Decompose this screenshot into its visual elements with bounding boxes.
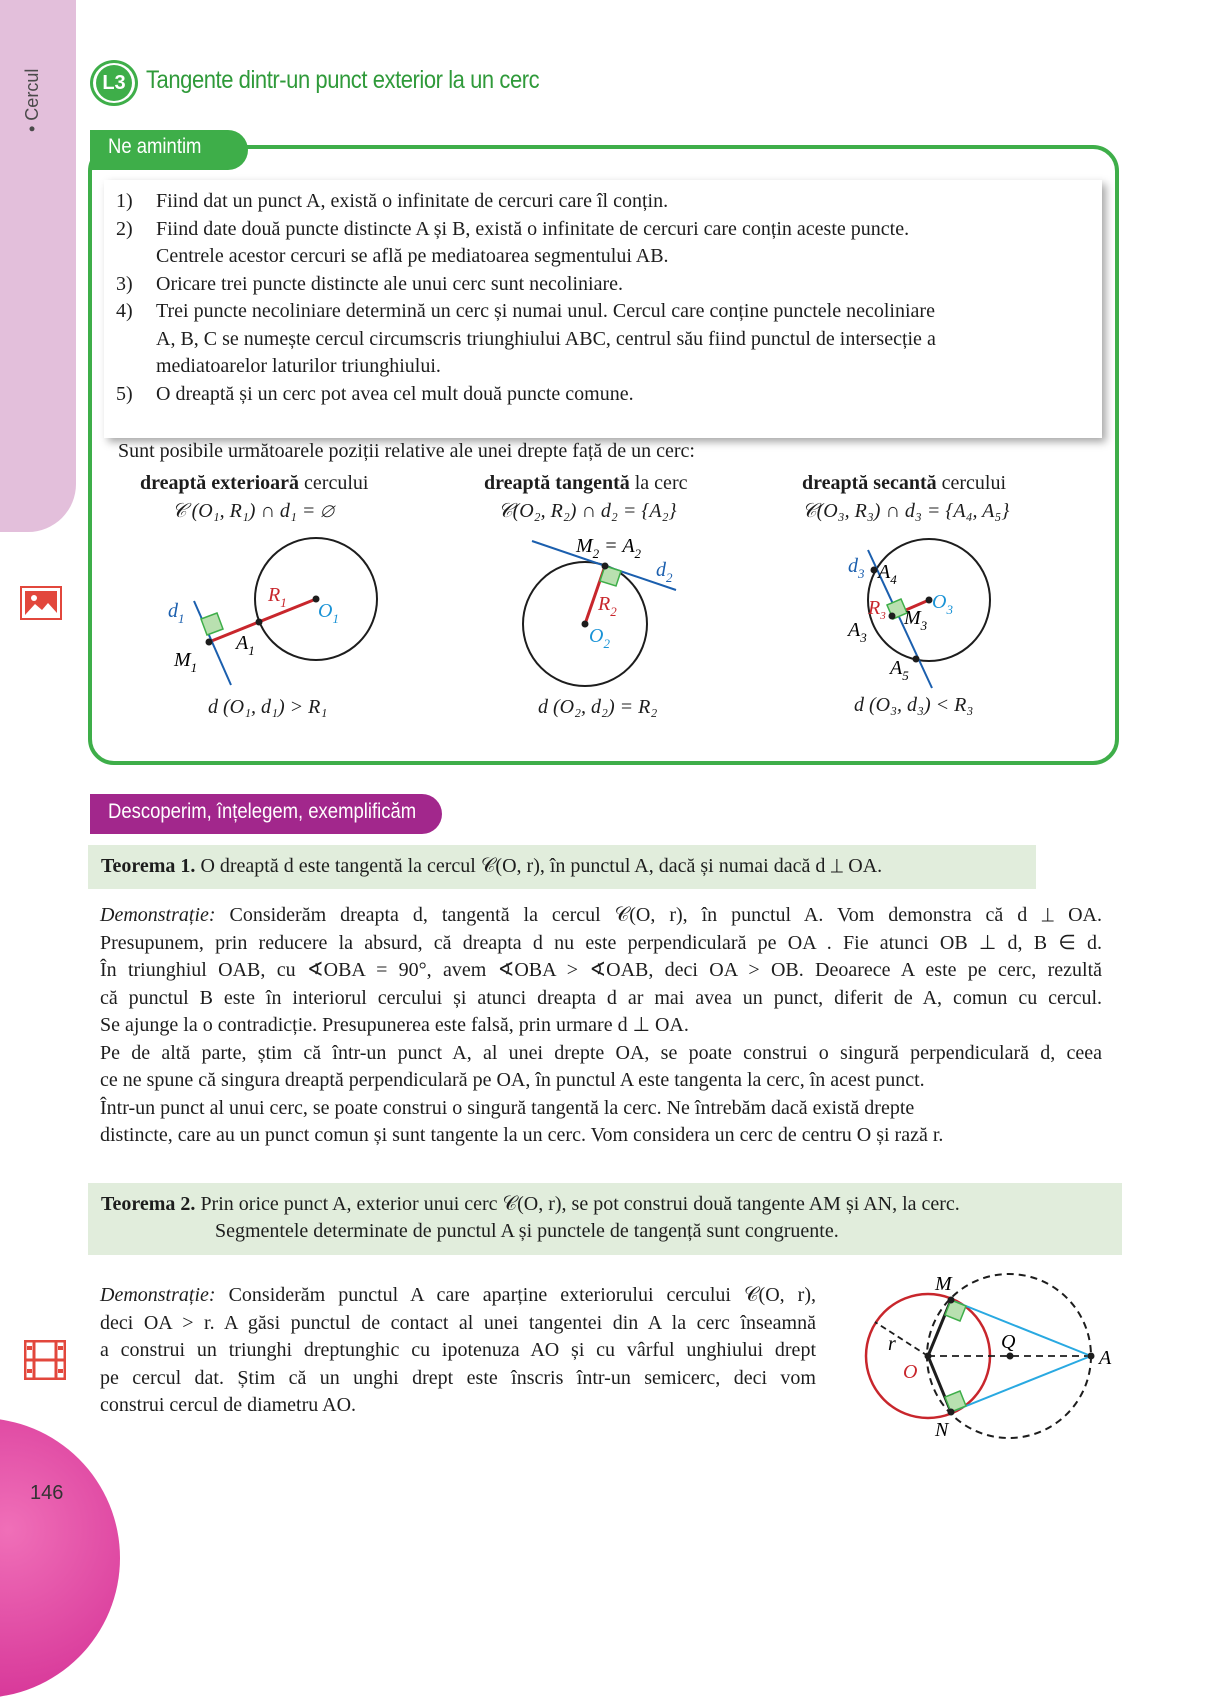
case-secant-title: dreaptă secantă cercului (802, 472, 1007, 494)
page-corner-decoration (0, 1418, 120, 1698)
proof1-line: Presupunem, prin reducere la absurd, că dreapta d nu este perpendiculară pe OA . Fie atunci OB ⊥ d, B ∈ d. (100, 931, 1102, 954)
recall-item (116, 188, 1086, 216)
recall-item-text: Centrele acestor cercuri se află pe mediatoarea segmentului AB. (156, 245, 669, 267)
label-o2: $O_2$ (589, 625, 610, 651)
case-exterior-result: d (O₁, d₁) > R₁ (208, 696, 328, 718)
label-a: A (1099, 1347, 1112, 1369)
proof2-line: pe cercul dat. Știm că un unghi drept este înscris într-un semicerc, deci vom (100, 1366, 816, 1389)
proof2-paragraph (100, 1282, 816, 1420)
proof1-line: Pe de altă parte, știm că într-un punct A, al unei drepte OA, se poate construi o singură perpendiculară d, ceea (100, 1041, 1102, 1064)
case-secant-result: d (O₃, d₃) < R₃ (854, 694, 974, 716)
proof2-line: a construi un triunghi dreptunghic cu ipotenuza AO și cu vârful unghiului drept (100, 1339, 816, 1361)
theorem2-line1: Teorema 2. Prin orice punct A, exterior unui cerc 𝒞(O, r), se pot construi două tangente AM și AN, la cerc. (101, 1193, 960, 1215)
line-d1 (194, 601, 231, 685)
label-r2: $R_2$ (598, 593, 617, 619)
label-d3: $d_3$ (848, 555, 865, 581)
case-tangent-title: dreaptă tangentă la cerc (484, 472, 688, 494)
proof2-line: Demonstrație: Considerăm punctul A care aparține exteriorului cercului 𝒞(O, r), (100, 1284, 816, 1306)
discover-tab-label: Descoperim, înțelegem, exemplificăm (108, 800, 417, 823)
label-m3: $M_3$ (904, 607, 928, 633)
case-tangent-formula: 𝒞(O₂, R₂) ∩ d₂ = {A₂} (498, 500, 677, 522)
recall-item-text: Fiind dat un punct A, există o infinitate de cercuri care îl conțin. (156, 190, 669, 212)
label-r3: $R_3$ (868, 597, 886, 622)
label-m1: $M_1$ (174, 649, 198, 675)
recall-item (116, 298, 1086, 381)
proof2-line: deci OA > r. A găsi punctul de contact al unei tangentei din A la cerc înseamnă (100, 1311, 816, 1334)
case-secant-formula: 𝒞(O₃, R₃) ∩ d₃ = {A₄, A₅} (802, 500, 1010, 522)
label-d2: $d_2$ (656, 559, 673, 585)
label-a3: $A_3$ (848, 619, 867, 645)
recall-item (116, 216, 1086, 271)
proof1-line: În triunghiul OAB, cu ∢OBA = 90°, avem ∢OBA > ∢OAB, deci OA > OB. Deoarece A este pe cerc, rezultă (100, 959, 1102, 981)
label-r: r (888, 1333, 896, 1355)
recall-item (116, 271, 1086, 299)
page-number: 146 (30, 1482, 64, 1504)
recall-item-number: 3) (116, 272, 133, 295)
figure-tangent-line (510, 530, 700, 690)
proof1-line: distincte, care au un punct comun și sunt tangente la un cerc. Vom considera un cerc de centru O și rază r. (100, 1124, 944, 1146)
radius-r (875, 1322, 928, 1356)
theorem2-line2: Segmentele determinate de punctul A și punctele de tangență sunt congruente. (215, 1220, 839, 1242)
lesson-title: Tangente dintr-un punct exterior la un cerc (146, 66, 540, 94)
proof1-paragraph (100, 902, 1102, 1150)
proof1-line: Într-un punct al unui cerc, se poate construi o singură tangentă la cerc. Ne întrebăm dacă există drepte (100, 1096, 915, 1119)
lesson-badge: L3 (90, 60, 138, 106)
label-r1: $R_1$ (268, 584, 287, 610)
label-d1: $d_1$ (168, 600, 185, 626)
tangent-an (951, 1356, 1091, 1412)
case-exterior-formula: 𝒞 (O₁, R₁) ∩ d₁ = ∅ (172, 500, 334, 522)
case-tangent-result: d (O₂, d₂) = R₂ (538, 696, 658, 718)
recall-tab-label: Ne amintim (108, 135, 202, 158)
recall-list (116, 188, 1086, 408)
recall-item-text: Trei puncte necoliniare determină un cerc și numai unul. Cercul care conține punctele necoliniare (156, 300, 935, 322)
label-a1: $A_1$ (236, 632, 255, 658)
recall-item-text: O dreaptă și un cerc pot avea cel mult două puncte comune. (156, 382, 634, 405)
label-m: M (935, 1273, 952, 1295)
image-icon[interactable] (20, 586, 62, 620)
label-a5: $A_5$ (890, 657, 909, 683)
recall-item-number: 5) (116, 382, 133, 405)
recall-item-text: mediatoarelor laturilor triunghiului. (156, 355, 441, 377)
video-icon[interactable] (24, 1340, 66, 1380)
label-o3: $O_3$ (932, 591, 953, 617)
recall-item-text: Fiind date două puncte distincte A și B, există o infinitate de cercuri care conțin aceste puncte. (156, 217, 910, 240)
radius-segment (209, 599, 316, 642)
chapter-label: • Cercul (22, 68, 42, 132)
positions-intro: Sunt posibile următoarele poziții relative ale unei drepte față de un cerc: (118, 440, 695, 462)
figure-secant-line (840, 530, 1000, 695)
proof1-line: că punctul B este în interiorul cercului și atunci dreapta d ar mai avea un punct, diferit de A, comun cu cercul. (100, 986, 1102, 1009)
figure-tangents-from-point (855, 1268, 1125, 1443)
label-q: Q (1001, 1331, 1016, 1353)
recall-item-number: 1) (116, 190, 133, 212)
right-angle-mark (201, 613, 223, 635)
proof1-line: ce ne spune că singura dreaptă perpendiculară pe OA, în punctul A este tangenta la cerc, în acest punct. (100, 1069, 925, 1091)
proof2-line: construi cercul de diametru AO. (100, 1394, 357, 1416)
recall-item-number: 2) (116, 217, 133, 240)
label-o1: $O_1$ (318, 600, 339, 626)
label-o: O (903, 1361, 918, 1383)
label-n: N (935, 1419, 949, 1441)
proof1-line: Demonstrație: Considerăm dreapta d, tangentă la cercul 𝒞(O, r), în punctul A. Vom demonstra că d ⊥ OA. (100, 904, 1102, 926)
figure-exterior-line (150, 525, 410, 700)
label-m2-a2: $M_2 = A_2$ (576, 535, 642, 561)
recall-item-text: A, B, C se numește cercul circumscris triunghiului ABC, centrul său fiind punctul de intersecție a (156, 327, 936, 350)
case-exterior-title: dreaptă exterioară cercului (140, 472, 369, 494)
theorem1-text: Teorema 1. O dreaptă d este tangentă la cercul 𝒞(O, r), în punctul A, dacă și numai dacă d ⊥ OA. (101, 855, 883, 877)
proof1-line: Se ajunge la o contradicție. Presupunerea este falsă, prin urmare d ⊥ OA. (100, 1014, 689, 1036)
label-a4: $A_4$ (878, 561, 897, 587)
recall-item (116, 381, 1086, 409)
tangent-am (951, 1300, 1091, 1356)
recall-item-text: Oricare trei puncte distincte ale unui cerc sunt necoliniare. (156, 272, 624, 295)
recall-item-number: 4) (116, 300, 133, 322)
